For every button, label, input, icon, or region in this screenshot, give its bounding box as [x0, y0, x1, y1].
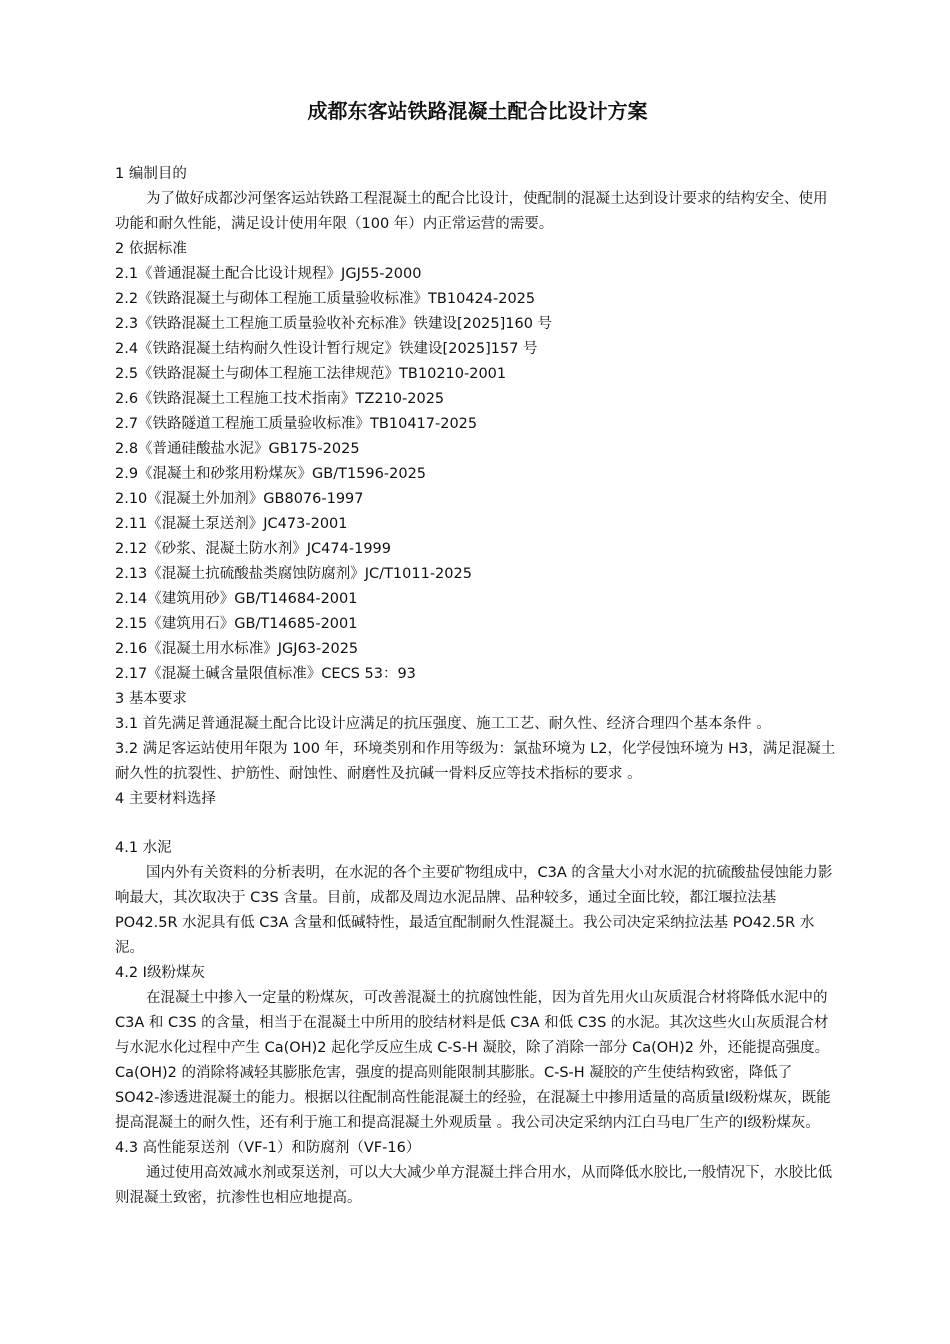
- standard-item: 2.8《普通硅酸盐水泥》GB175-2025: [115, 441, 360, 457]
- standard-item: 2.16《混凝土用水标准》JGJ63-2025: [115, 641, 359, 657]
- standard-item: 2.7《铁路隧道工程施工质量验收标准》TB10417-2025: [115, 416, 478, 432]
- document-title: 成都东客站铁路混凝土配合比设计方案: [307, 99, 648, 123]
- subsection-4-3-body: 通过使用高效减水剂或泵送剂，可以大大减少单方混凝土拌合用水，从而降低水胶比,一般情况下，水胶比低则混凝土致密，抗渗性也相应地提高。: [115, 1165, 833, 1206]
- subsection-4-2-heading: 4.2 Ⅰ级粉煤灰: [115, 965, 205, 981]
- standard-item: 2.6《铁路混凝土工程施工技术指南》TZ210-2025: [115, 391, 445, 407]
- standard-item: 2.1《普通混凝土配合比设计规程》JGJ55-2000: [115, 266, 422, 282]
- standard-item: 2.11《混凝土泵送剂》JC473-2001: [115, 516, 348, 532]
- section-2-heading: 2 依据标准: [115, 241, 187, 257]
- section-3-heading: 3 基本要求: [115, 691, 187, 707]
- standard-item: 2.3《铁路混凝土工程施工质量验收补充标准》铁建设[2025]160 号: [115, 316, 553, 332]
- standard-item: 2.10《混凝土外加剂》GB8076-1997: [115, 491, 364, 507]
- section-4-heading: 4 主要材料选择: [115, 791, 216, 807]
- standards-list: [115, 262, 840, 687]
- section-1-body: 为了做好成都沙河堡客运站铁路工程混凝土的配合比设计，使配制的混凝土达到设计要求的结构安全、使用功能和耐久性能，满足设计使用年限（100 年）内正常运营的需要。: [115, 191, 828, 232]
- standard-item: 2.15《建筑用石》GB/T14685-2001: [115, 616, 358, 632]
- standard-item: 2.14《建筑用砂》GB/T14684-2001: [115, 591, 358, 607]
- standard-item: 2.13《混凝土抗硫酸盐类腐蚀防腐剂》JC/T1011-2025: [115, 566, 472, 582]
- requirement-3-2: 3.2 满足客运站使用年限为 100 年，环境类别和作用等级为：氯盐环境为 L2，化学侵蚀环境为 H3，满足混凝土耐久性的抗裂性、护筋性、耐蚀性、耐磨性及抗碱一骨料反应等技术指标的要求 。: [115, 741, 836, 782]
- requirement-3-1: 3.1 首先满足普通混凝土配合比设计应满足的抗压强度、施工工艺、耐久性、经济合理四个基本条件 。: [115, 716, 771, 732]
- standard-item: 2.2《铁路混凝土与砌体工程施工质量验收标准》TB10424-2025: [115, 291, 536, 307]
- standard-item: 2.12《砂浆、混凝土防水剂》JC474-1999: [115, 541, 391, 557]
- blank-line: [115, 812, 840, 836]
- standard-item: 2.4《铁路混凝土结构耐久性设计暂行规定》铁建设[2025]157 号: [115, 341, 538, 357]
- subsection-4-3-heading: 4.3 高性能泵送剂（VF-1）和防腐剂（VF-16）: [115, 1140, 421, 1156]
- document-body: [115, 96, 840, 1211]
- subsection-4-1-body: 国内外有关资料的分析表明，在水泥的各个主要矿物组成中，C3A 的含量大小对水泥的抗硫酸盐侵蚀能力影响最大，其次取决于 C3S 含量。目前，成都及周边水泥品牌、品种较多，通过全面比较，都江堰拉法基 PO42.5R 水泥具有低 C3A 含量和低碱特性，最适宜配制耐久性混凝土。我公司决定采纳拉法基 PO42.5R 水泥。: [115, 865, 833, 956]
- standard-item: 2.5《铁路混凝土与砌体工程施工法律规范》TB10210-2001: [115, 366, 507, 382]
- subsection-4-2-body: 在混凝土中掺入一定量的粉煤灰，可改善混凝土的抗腐蚀性能，因为首先用火山灰质混合材将降低水泥中的 C3A 和 C3S 的含量，相当于在混凝土中所用的胶结材料是低 C3A 和低 C3S 的水泥。其次这些火山灰质混合材与水泥水化过程中产生 Ca(OH)2 起化学反应生成 C-S-H 凝胶，除了消除一部分 Ca(OH)2 外，还能提高强度。Ca(OH)2 的消除将减轻其膨胀危害，强度的提高则能限制其膨胀。C-S-H 凝胶的产生使结构致密，降低了 SO42-渗透进混凝土的能力。根据以往配制高性能混凝土的经验，在混凝土中掺用适量的高质量Ⅰ级粉煤灰，既能提高混凝土的耐久性，还有利于施工和提高混凝土外观质量 。我公司决定采纳内江白马电厂生产的Ⅰ级粉煤灰。: [115, 990, 831, 1131]
- standard-item: 2.17《混凝土碱含量限值标准》CECS 53：93: [115, 666, 416, 682]
- standard-item: 2.9《混凝土和砂浆用粉煤灰》GB/T1596-2025: [115, 466, 427, 482]
- section-1-heading: 1 编制目的: [115, 166, 187, 182]
- subsection-4-1-heading: 4.1 水泥: [115, 840, 172, 856]
